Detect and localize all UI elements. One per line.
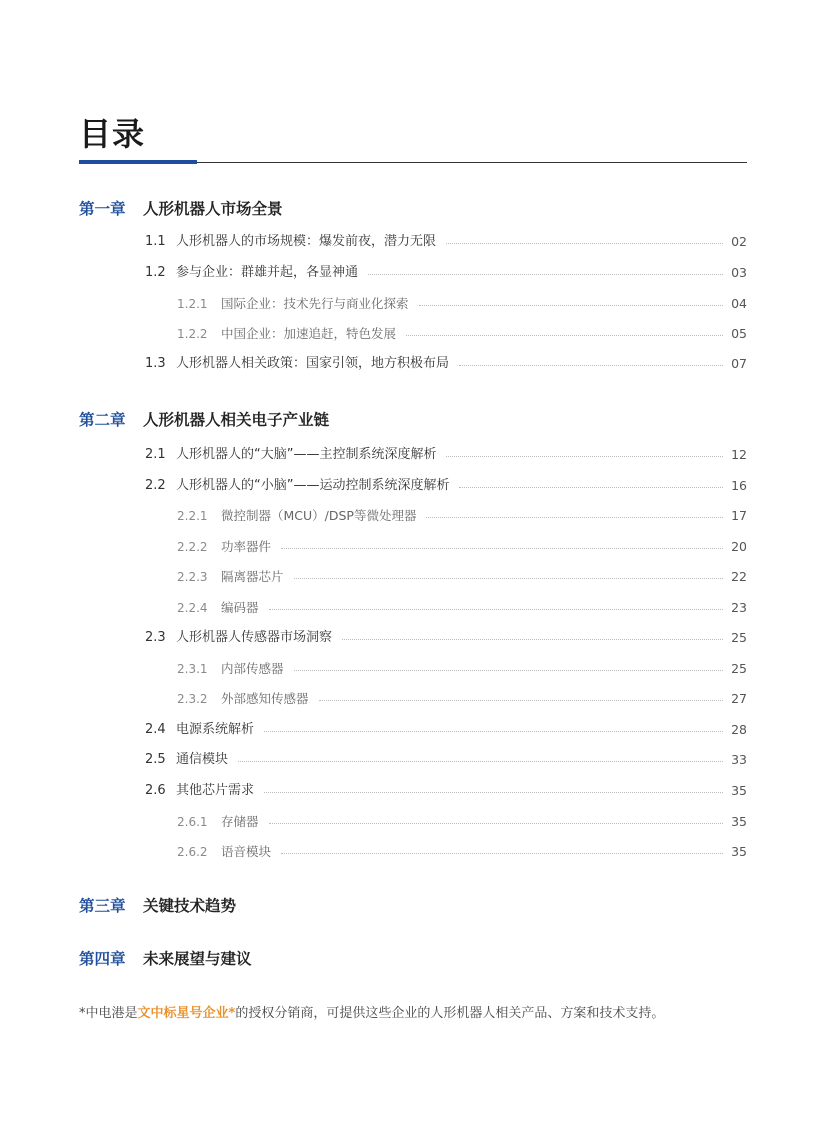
chapter-title: 关键技术趋势 (143, 897, 237, 915)
entry-number: 2.2.3 (177, 570, 208, 584)
entry-title: 存储器 (221, 814, 259, 829)
entry-page: 03 (731, 265, 747, 280)
chapter-number: 第四章 (79, 950, 126, 968)
toc-chapter-4[interactable] (79, 948, 252, 970)
entry-number: 2.2.4 (177, 601, 208, 615)
entry-number: 2.2.1 (177, 509, 208, 523)
chapter-title: 人形机器人市场全景 (143, 200, 283, 218)
dot-leader (368, 274, 723, 275)
dot-leader (294, 670, 724, 671)
entry-title: 电源系统解析 (176, 722, 255, 737)
toc-entry-2-3-2[interactable] (177, 689, 747, 709)
dot-leader (269, 609, 724, 610)
toc-entry-2-2-3[interactable] (177, 567, 747, 587)
toc-entry-2-2-2[interactable] (177, 537, 747, 557)
toc-entry-2-3-1[interactable] (177, 659, 747, 679)
toc-entry-1-3[interactable] (145, 354, 747, 374)
dot-leader (446, 456, 723, 457)
chapter-title: 人形机器人相关电子产业链 (143, 411, 330, 429)
dot-leader (281, 548, 723, 549)
entry-number: 2.3.1 (177, 662, 208, 676)
toc-entry-1-1[interactable] (145, 232, 747, 252)
entry-page: 07 (731, 356, 747, 371)
toc-chapter-3[interactable] (79, 895, 236, 917)
toc-entry-1-2-2[interactable] (177, 324, 747, 344)
entry-page: 35 (731, 814, 747, 829)
toc-entry-2-6-1[interactable] (177, 812, 747, 832)
entry-number: 2.6 (145, 783, 166, 798)
entry-title: 国际企业：技术先行与商业化探索 (221, 296, 409, 311)
toc-entry-2-5[interactable] (145, 750, 747, 770)
entry-number: 2.4 (145, 722, 166, 737)
entry-title: 外部感知传感器 (221, 691, 309, 706)
toc-entry-2-6-2[interactable] (177, 842, 747, 862)
dot-leader (419, 305, 724, 306)
entry-title: 人形机器人的“大脑”——主控制系统深度解析 (176, 447, 437, 462)
entry-title: 语音模块 (221, 844, 272, 859)
entry-title: 通信模块 (176, 752, 229, 767)
entry-number: 1.2 (145, 265, 166, 280)
entry-title: 微控制器（MCU）/DSP等微处理器 (221, 508, 417, 523)
entry-title: 人形机器人传感器市场洞察 (176, 630, 333, 645)
dot-leader (238, 761, 723, 762)
dot-leader (406, 335, 723, 336)
entry-page: 27 (731, 691, 747, 706)
entry-number: 2.3 (145, 630, 166, 645)
page-title: 目录 (79, 115, 146, 153)
entry-title: 内部传感器 (221, 661, 284, 676)
dot-leader (446, 243, 723, 244)
entry-title: 功率器件 (221, 539, 272, 554)
entry-number: 2.6.1 (177, 815, 208, 829)
toc-entry-2-2[interactable] (145, 476, 747, 496)
toc-entry-2-1[interactable] (145, 445, 747, 465)
chapter-number: 第三章 (79, 897, 126, 915)
footnote-suffix: 的授权分销商，可提供这些企业的人形机器人相关产品、方案和技术支持。 (235, 1006, 665, 1021)
chapter-number: 第二章 (79, 411, 126, 429)
entry-page: 20 (731, 539, 747, 554)
entry-number: 1.2.2 (177, 327, 208, 341)
footnote (79, 1004, 664, 1024)
entry-page: 17 (731, 508, 747, 523)
dot-leader (459, 487, 723, 488)
dot-leader (264, 731, 723, 732)
chapter-number: 第一章 (79, 200, 126, 218)
toc-entry-2-2-1[interactable] (177, 506, 747, 526)
toc-entry-1-2[interactable] (145, 263, 747, 283)
dot-leader (426, 517, 723, 518)
entry-title: 编码器 (221, 600, 259, 615)
dot-leader (281, 853, 723, 854)
footnote-prefix: *中电港是 (79, 1006, 138, 1021)
dot-leader (342, 639, 723, 640)
entry-page: 25 (731, 661, 747, 676)
entry-page: 12 (731, 447, 747, 462)
entry-title: 参与企业：群雄并起，各显神通 (176, 265, 359, 280)
footnote-highlight: 文中标星号企业* (137, 1006, 236, 1021)
dot-leader (269, 823, 724, 824)
entry-title: 人形机器人相关政策：国家引领，地方积极布局 (176, 356, 450, 371)
entry-page: 16 (731, 478, 747, 493)
toc-entry-2-3[interactable] (145, 628, 747, 648)
entry-number: 2.6.2 (177, 845, 208, 859)
entry-page: 04 (731, 296, 747, 311)
title-accent-bar (79, 160, 197, 164)
dot-leader (264, 792, 723, 793)
entry-title: 人形机器人的“小脑”——运动控制系统深度解析 (176, 478, 450, 493)
entry-page: 25 (731, 630, 747, 645)
dot-leader (459, 365, 723, 366)
entry-number: 2.2 (145, 478, 166, 493)
dot-leader (294, 578, 724, 579)
toc-entry-2-4[interactable] (145, 720, 747, 740)
entry-title: 其他芯片需求 (176, 783, 255, 798)
toc-entry-2-6[interactable] (145, 781, 747, 801)
entry-number: 2.2.2 (177, 540, 208, 554)
entry-number: 2.3.2 (177, 692, 208, 706)
entry-title: 中国企业：加速追赶，特色发展 (221, 326, 397, 341)
toc-entry-1-2-1[interactable] (177, 294, 747, 314)
toc-chapter-1[interactable] (79, 198, 283, 220)
entry-page: 22 (731, 569, 747, 584)
dot-leader (319, 700, 724, 701)
toc-entry-2-2-4[interactable] (177, 598, 747, 618)
entry-page: 05 (731, 326, 747, 341)
toc-chapter-2[interactable] (79, 409, 329, 431)
entry-number: 1.3 (145, 356, 166, 371)
entry-page: 35 (731, 844, 747, 859)
entry-page: 23 (731, 600, 747, 615)
entry-number: 2.5 (145, 752, 166, 767)
entry-page: 02 (731, 234, 747, 249)
entry-page: 35 (731, 783, 747, 798)
entry-page: 33 (731, 752, 747, 767)
entry-number: 1.1 (145, 234, 166, 249)
chapter-title: 未来展望与建议 (143, 950, 252, 968)
entry-title: 隔离器芯片 (221, 569, 284, 584)
entry-title: 人形机器人的市场规模：爆发前夜，潜力无限 (176, 234, 437, 249)
entry-page: 28 (731, 722, 747, 737)
entry-number: 1.2.1 (177, 297, 208, 311)
entry-number: 2.1 (145, 447, 166, 462)
